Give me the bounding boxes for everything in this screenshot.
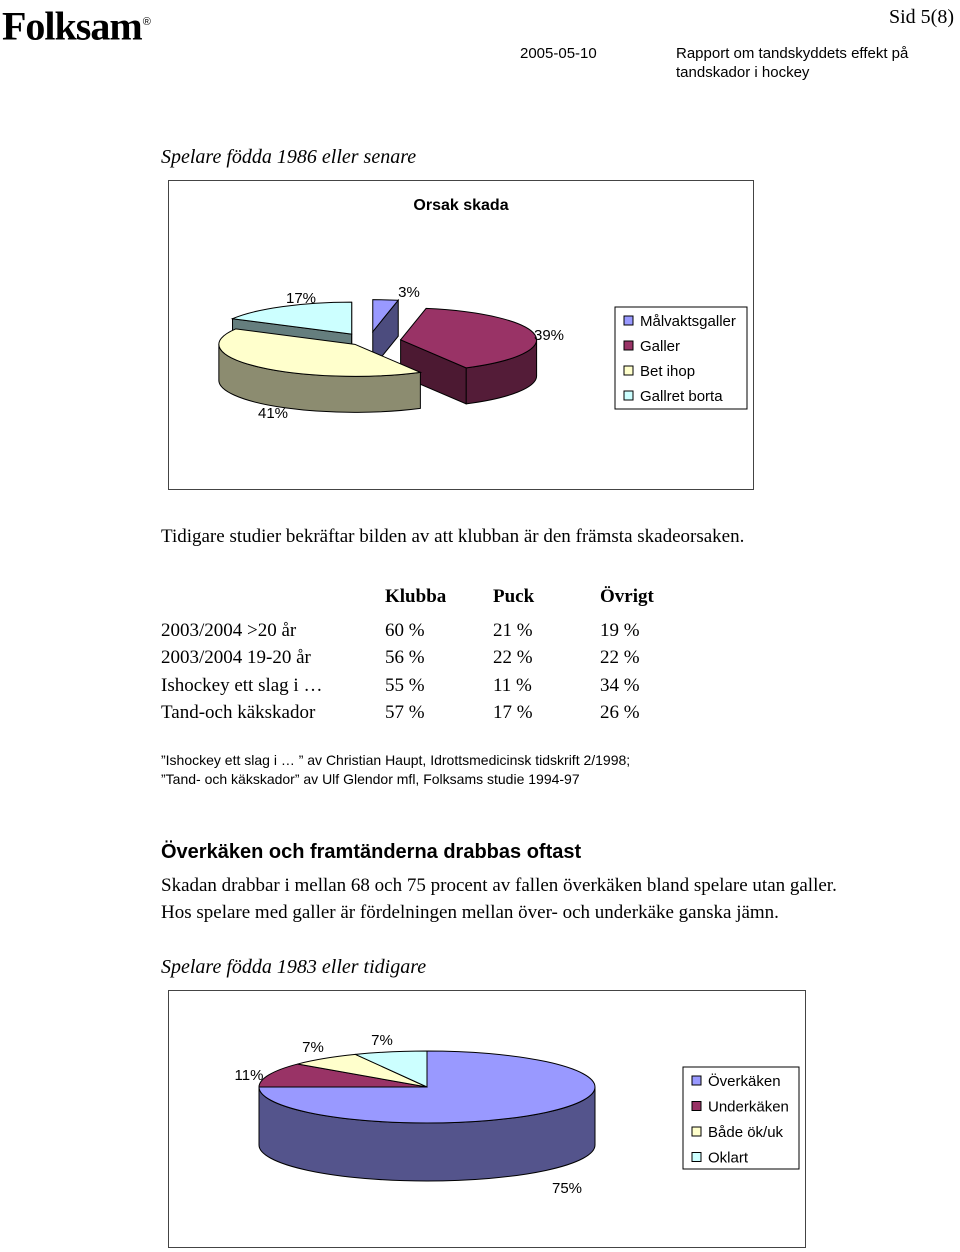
page-number: Sid 5(8) bbox=[889, 6, 954, 28]
legend-swatch bbox=[624, 316, 633, 325]
section-paragraph bbox=[161, 872, 837, 926]
pie-data-label: 39% bbox=[533, 327, 565, 344]
legend-swatch bbox=[624, 366, 633, 375]
legend-swatch bbox=[692, 1153, 701, 1162]
chart1-title: Orsak skada bbox=[413, 197, 509, 214]
pie-data-label: 41% bbox=[257, 405, 289, 422]
legend-swatch bbox=[624, 391, 633, 400]
chart1-svg bbox=[169, 181, 753, 489]
legend-swatch bbox=[692, 1127, 701, 1136]
chart1-box bbox=[168, 180, 754, 490]
table-cell: 34 % bbox=[600, 675, 640, 696]
legend-label: Överkäken bbox=[708, 1073, 781, 1090]
pie-data-label: 3% bbox=[398, 284, 420, 301]
pie-data-label: 17% bbox=[285, 290, 317, 307]
legend-label: Oklart bbox=[708, 1149, 749, 1167]
table-cell: 22 % bbox=[493, 647, 533, 668]
report-title bbox=[676, 44, 908, 82]
table-header-klubba: Klubba bbox=[385, 586, 447, 607]
table-row-label: Ishockey ett slag i … bbox=[161, 675, 323, 696]
chart2-svg bbox=[169, 991, 805, 1247]
folksam-logo bbox=[2, 0, 150, 48]
pie-data-label: 7% bbox=[302, 1039, 324, 1056]
pie-data-label: 11% bbox=[234, 1067, 264, 1084]
chart2-legend bbox=[683, 1067, 799, 1169]
table-row-label: 2003/2004 19-20 år bbox=[161, 647, 311, 668]
section-heading: Överkäken och framtänderna drabbas oftast bbox=[161, 841, 582, 863]
reference-line: ”Ishockey ett slag i … ” av Christian Haupt, Idrottsmedicinsk tidskrift 2/1998; bbox=[161, 752, 631, 768]
chart2-slices bbox=[259, 1051, 595, 1123]
legend-swatch bbox=[692, 1076, 701, 1085]
paragraph-line: Hos spelare med galler är fördelningen mellan över- och underkäke ganska jämn. bbox=[161, 902, 779, 923]
table-cell: 60 % bbox=[385, 620, 425, 641]
report-date: 2005-05-10 bbox=[520, 45, 597, 62]
table-cell: 19 % bbox=[600, 620, 640, 641]
references bbox=[161, 751, 630, 789]
legend-swatch bbox=[692, 1102, 701, 1111]
table-row-label: 2003/2004 >20 år bbox=[161, 620, 297, 641]
pie-data-label: 75% bbox=[551, 1180, 583, 1197]
chart1-caption: Spelare födda 1986 eller senare bbox=[161, 146, 417, 168]
table-row-label: Tand-och käkskador bbox=[161, 702, 316, 723]
legend-label: Målvaktsgaller bbox=[640, 313, 736, 330]
legend-label: Underkäken bbox=[708, 1098, 789, 1116]
table-cell: 21 % bbox=[493, 620, 533, 641]
chart2-caption: Spelare födda 1983 eller tidigare bbox=[161, 956, 427, 978]
table-cell: 56 % bbox=[385, 647, 425, 668]
intro-text: Tidigare studier bekräftar bilden av att klubban är den främsta skadeorsaken. bbox=[161, 526, 745, 547]
pie-data-label: 7% bbox=[371, 1032, 393, 1049]
legend-label: Både ök/uk bbox=[708, 1124, 784, 1141]
registered-mark: ® bbox=[142, 16, 150, 28]
legend-label: Bet ihop bbox=[640, 363, 696, 380]
legend-label: Galler bbox=[640, 338, 681, 355]
table-header-puck: Puck bbox=[493, 586, 535, 607]
table-cell: 11 % bbox=[493, 675, 532, 696]
legend-swatch bbox=[624, 341, 633, 350]
paragraph-line: Skadan drabbar i mellan 68 och 75 procent av fallen överkäken bland spelare utan galler. bbox=[161, 875, 837, 896]
chart1-legend bbox=[615, 307, 747, 409]
chart2-box bbox=[168, 990, 806, 1248]
reference-line: ”Tand- och käkskador” av Ulf Glendor mfl, Folksams studie 1994-97 bbox=[161, 771, 580, 787]
report-title-line2: tandskador i hockey bbox=[676, 64, 810, 81]
table-header-ovrigt: Övrigt bbox=[600, 586, 654, 607]
table-cell: 57 % bbox=[385, 702, 425, 723]
logo-text: Folksam bbox=[2, 3, 142, 49]
table-cell: 17 % bbox=[493, 702, 533, 723]
legend-label: Gallret borta bbox=[640, 388, 723, 405]
table-cell: 55 % bbox=[385, 675, 425, 696]
table-cell: 22 % bbox=[600, 647, 640, 668]
report-title-line1: Rapport om tandskyddets effekt på bbox=[676, 45, 909, 62]
table-cell: 26 % bbox=[600, 702, 640, 723]
